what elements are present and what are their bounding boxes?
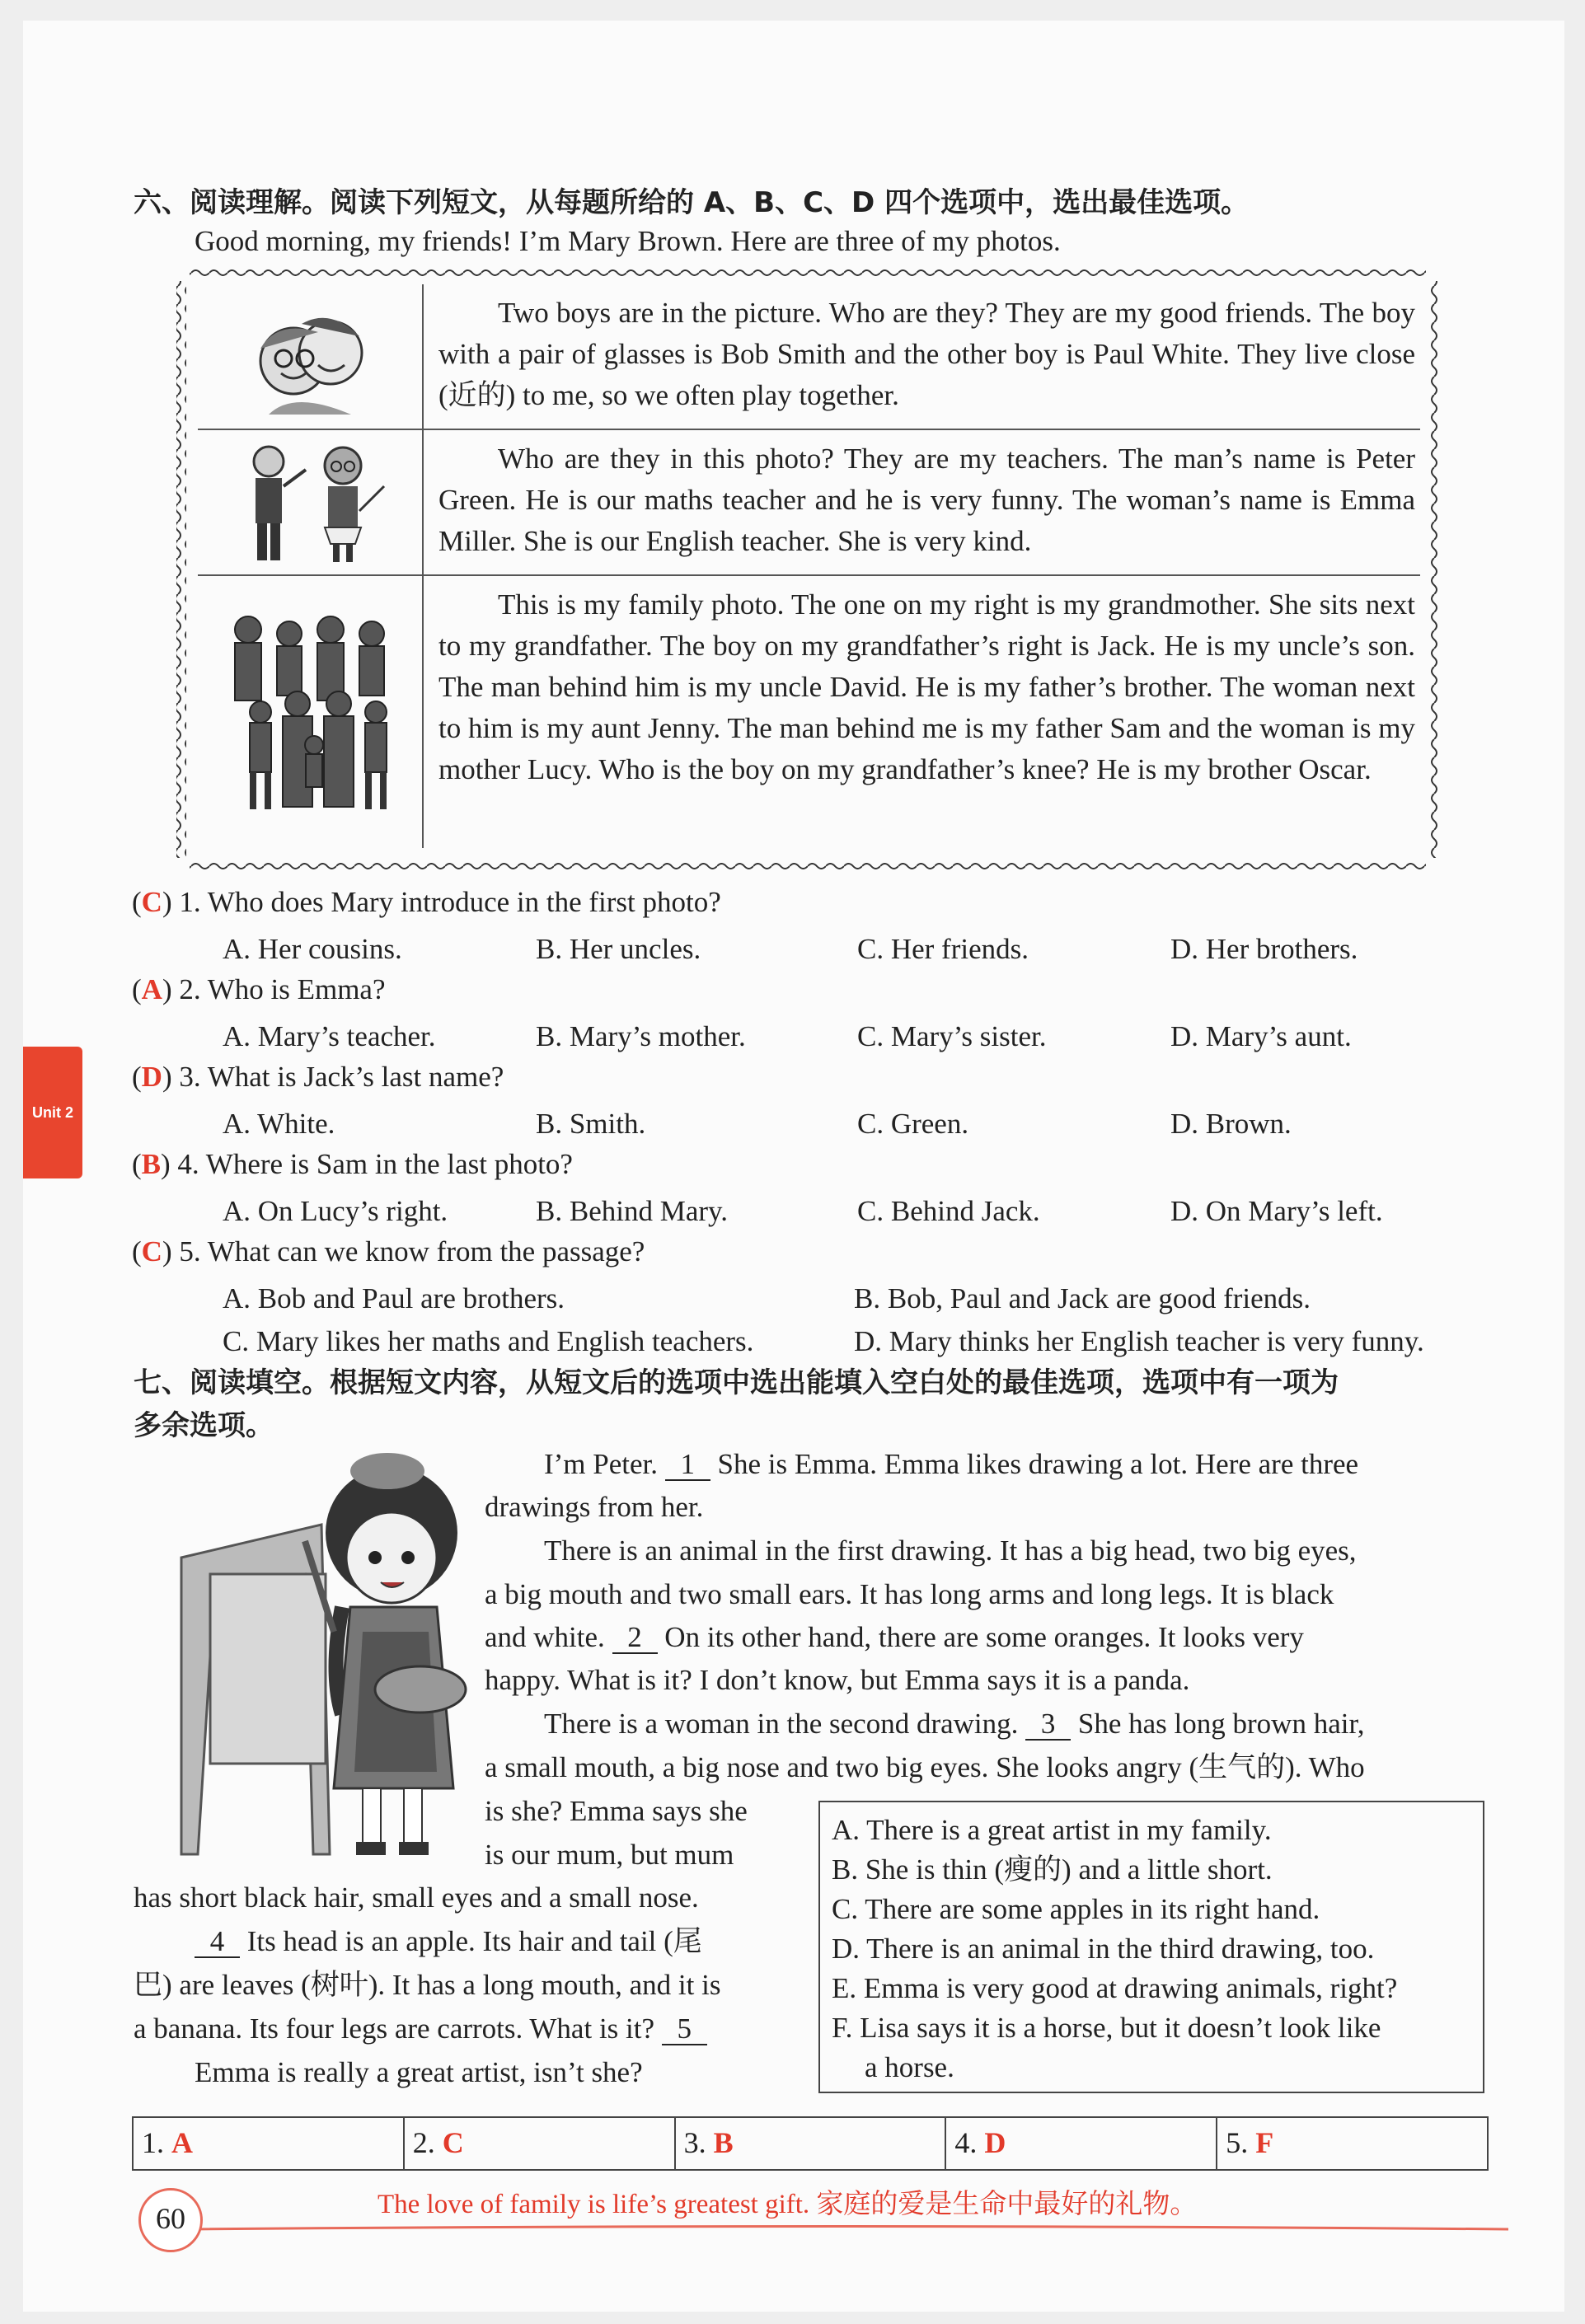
page-number: 60 xyxy=(138,2188,203,2252)
answer-cell-3: 3. B xyxy=(676,2118,947,2169)
photo-row-friends xyxy=(198,284,1420,430)
q4-option-b: B. Behind Mary. xyxy=(536,1195,728,1227)
q2-option-a: A. Mary’s teacher. xyxy=(223,1020,436,1052)
cloze-line-6: happy. What is it? I don’t know, but Emma says it is a panda. xyxy=(485,1664,1190,1696)
q5-option-b: B. Bob, Paul and Jack are good friends. xyxy=(854,1282,1311,1314)
answer-cell-5: 5. F xyxy=(1226,2126,1274,2159)
option-d: D. There is an animal in the third drawing, too. xyxy=(832,1933,1375,1965)
footer-line xyxy=(190,2225,1508,2233)
photo1-text: Two boys are in the picture. Who are they? They are my good friends. The boy with a pair of glasses is Bob Smith and the other boy is Paul White. They live close (近的) to me, so we often play together. xyxy=(438,297,1415,411)
cloze-line-15: Emma is really a great artist, isn’t she? xyxy=(195,2056,643,2088)
answer-cell-4: 4. D xyxy=(946,2118,1217,2169)
question-3-stem: 3. What is Jack’s last name? xyxy=(179,1061,504,1093)
q5-option-d: D. Mary thinks her English teacher is very funny. xyxy=(854,1325,1424,1357)
question-4-stem: 4. Where is Sam in the last photo? xyxy=(177,1148,573,1180)
cloze-line-10: is our mum, but mum xyxy=(485,1839,734,1871)
q1-option-d: D. Her brothers. xyxy=(1170,933,1358,965)
cloze-line-1: I’m Peter. 1 She is Emma. Emma likes drawing a lot. Here are three xyxy=(544,1448,1359,1480)
question-4: (B) 4. Where is Sam in the last photo? xyxy=(132,1148,573,1180)
answer-cell-2: 2. C xyxy=(405,2118,676,2169)
answer-cell-1: 1. A xyxy=(134,2118,405,2169)
section7-title-line1: 七、阅读填空。根据短文内容，从短文后的选项中选出能填入空白处的最佳选项，选项中有一项为 xyxy=(134,1366,1339,1399)
cloze-line-11: has short black hair, small eyes and a small nose. xyxy=(134,1881,699,1914)
question-5: (C) 5. What can we know from the passage? xyxy=(132,1235,645,1267)
question-5-stem: 5. What can we know from the passage? xyxy=(179,1235,645,1267)
two-boys-illustration xyxy=(198,284,424,429)
q2-option-b: B. Mary’s mother. xyxy=(536,1020,746,1052)
blank-3[interactable]: 3 xyxy=(1025,1709,1071,1741)
q5-option-c: C. Mary likes her maths and English teachers. xyxy=(223,1325,754,1357)
option-c: C. There are some apples in its right hand. xyxy=(832,1893,1320,1925)
q1-option-c: C. Her friends. xyxy=(857,933,1029,965)
unit-side-tab: Unit 2 xyxy=(23,1047,82,1178)
cloze-line-13: 巴) are leaves (树叶). It has a long mouth, and it is xyxy=(134,1969,721,2001)
option-f: F. Lisa says it is a horse, but it doesn’t look like xyxy=(832,2012,1381,2044)
cloze-line-7: There is a woman in the second drawing. 3 She has long brown hair, xyxy=(544,1708,1365,1740)
blank-5[interactable]: 5 xyxy=(662,2014,707,2045)
cloze-line-5: and white. 2 On its other hand, there are some oranges. It looks very xyxy=(485,1621,1304,1653)
cloze-line-9: is she? Emma says she xyxy=(485,1795,748,1827)
blank-2[interactable]: 2 xyxy=(612,1623,658,1654)
section6-intro: Good morning, my friends! I’m Mary Brown. Here are three of my photos. xyxy=(195,225,1061,257)
q3-option-b: B. Smith. xyxy=(536,1108,646,1140)
option-e: E. Emma is very good at drawing animals, right? xyxy=(832,1972,1398,2004)
answer-3: D xyxy=(141,1061,162,1093)
answer-1: C xyxy=(141,886,162,918)
cloze-line-8: a small mouth, a big nose and two big eyes. She looks angry (生气的). Who xyxy=(485,1751,1365,1783)
section7-title-line2: 多余选项。 xyxy=(134,1409,274,1442)
answer-table xyxy=(132,2116,1489,2171)
answer-4: B xyxy=(141,1148,162,1180)
girl-painting-illustration xyxy=(165,1442,478,1862)
cloze-options-box xyxy=(818,1801,1484,2093)
cloze-line-3: There is an animal in the first drawing. It has a big head, two big eyes, xyxy=(544,1534,1357,1567)
q3-option-c: C. Green. xyxy=(857,1108,969,1140)
photo-row-family xyxy=(198,576,1420,848)
photo-row-teachers xyxy=(198,430,1420,576)
question-2: (A) 2. Who is Emma? xyxy=(132,973,386,1005)
q3-option-d: D. Brown. xyxy=(1170,1108,1292,1140)
q4-option-d: D. On Mary’s left. xyxy=(1170,1195,1383,1227)
photo3-text: This is my family photo. The one on my right is my grandmother. She sits next to my grandfather. The boy on my grandfather’s right is Jack. He is my uncle’s son. The man behind him is my uncle David. He is my father’s brother. The woman next to him is my aunt Jenny. The man behind me is my father Sam and the woman is my mother Lucy. Who is the boy on my grandfather’s knee? He is my brother Oscar. xyxy=(438,588,1415,785)
section6-title: 六、阅读理解。阅读下列短文，从每题所给的 A、B、C、D 四个选项中，选出最佳选项。 xyxy=(134,186,1250,219)
cloze-line-4: a big mouth and two small ears. It has long arms and long legs. It is black xyxy=(485,1578,1334,1610)
cloze-line-2: drawings from her. xyxy=(485,1491,704,1523)
family-illustration xyxy=(198,576,424,848)
blank-4[interactable]: 4 xyxy=(195,1927,240,1958)
question-1-stem: 1. Who does Mary introduce in the first photo? xyxy=(179,886,721,918)
question-1: (C) 1. Who does Mary introduce in the first photo? xyxy=(132,886,721,918)
q4-option-c: C. Behind Jack. xyxy=(857,1195,1040,1227)
question-2-stem: 2. Who is Emma? xyxy=(179,973,386,1005)
teachers-illustration xyxy=(198,430,424,574)
blank-1[interactable]: 1 xyxy=(665,1450,710,1481)
cloze-line-12: 4 Its head is an apple. Its hair and tail (尾 xyxy=(195,1921,702,1962)
q5-option-a: A. Bob and Paul are brothers. xyxy=(223,1282,565,1314)
answer-2: A xyxy=(141,973,162,1005)
photo2-text: Who are they in this photo? They are my teachers. The man’s name is Peter Green. He is our maths teacher and he is very funny. The woman’s name is Emma Miller. She is our English teacher. She is very kind. xyxy=(438,443,1415,557)
q2-option-d: D. Mary’s aunt. xyxy=(1170,1020,1352,1052)
option-b: B. She is thin (瘦的) and a little short. xyxy=(832,1853,1273,1886)
question-3: (D) 3. What is Jack’s last name? xyxy=(132,1061,504,1093)
answer-5: C xyxy=(141,1235,162,1267)
q4-option-a: A. On Lucy’s right. xyxy=(223,1195,448,1227)
q3-option-a: A. White. xyxy=(223,1108,335,1140)
option-f-continued: a horse. xyxy=(865,2051,954,2083)
option-a: A. There is a great artist in my family. xyxy=(832,1814,1272,1846)
footer-quote: The love of family is life’s greatest gift. 家庭的爱是生命中最好的礼物。 xyxy=(377,2190,1198,2219)
cloze-line-14: a banana. Its four legs are carrots. What is it? 5 xyxy=(134,2008,707,2050)
q1-option-a: A. Her cousins. xyxy=(223,933,402,965)
q1-option-b: B. Her uncles. xyxy=(536,933,701,965)
q2-option-c: C. Mary’s sister. xyxy=(857,1020,1047,1052)
